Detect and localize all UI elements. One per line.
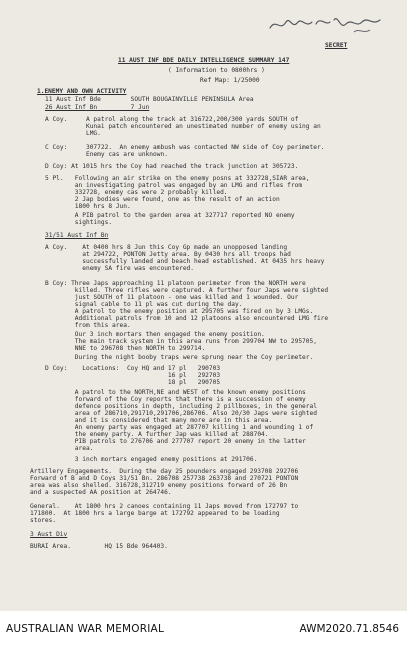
text-line: B Coy: Three Japs approaching 11 platoon perimeter from the NORTH were (45, 280, 306, 287)
text-line: The main track system in this area runs from 299704 NW to 295705, (45, 338, 317, 345)
text-line: stores. (30, 517, 57, 524)
footer-accession-number: AWM2020.71.8546 (299, 623, 399, 635)
classification-label: SECRET (325, 42, 348, 49)
text-line: signal cable to 11 pl was cut during the day. (45, 301, 243, 308)
text-line: A patrol to the NORTH,NE and WEST of the known enemy positions (45, 389, 306, 396)
text-line: sightings. (45, 219, 113, 226)
text-line: enemy SA fire was encountered. (45, 265, 195, 272)
ref-map: Ref Map: 1/25000 (200, 77, 260, 84)
text-line: an investigating patrol was engaged by an LMG and rifles from (45, 182, 303, 189)
text-line: at 294722, PONTON Jetty area. By 0430 hrs all troops had (45, 251, 291, 258)
text-line: C Coy: 307722. An enemy ambush was contacted NW side of Coy perimeter. (45, 144, 325, 151)
text-line: just SOUTH of 11 platoon - one was killed and 1 wounded. Our (45, 294, 299, 301)
text-line: NNE to 296708 then NORTH to 299714. (45, 345, 206, 352)
handwritten-annotation (268, 10, 388, 38)
document-title: 11 AUST INF BDE DAILY INTELLIGENCE SUMMARY 147 (118, 57, 290, 64)
text-line: area of 286710,291710,291706,286706. Also 20/30 Japs were sighted (45, 410, 317, 417)
text-line: During the night booby traps were sprung near the Coy perimeter. (45, 354, 314, 361)
archive-footer (0, 611, 407, 653)
text-line: 16 pl 292703 (45, 372, 221, 379)
text-line: 11 Aust Inf Bde SOUTH BOUGAINVILLE PENINSULA Area (45, 96, 254, 103)
text-line: D Coy: At 1015 hrs the Coy had reached the track junction at 305723. (45, 163, 299, 170)
text-line: 332728, enemy cas were 2 probably killed. (45, 189, 228, 196)
text-line: BURAI Area. HQ 15 Bde 964403. (30, 543, 168, 550)
text-line: from this area. (45, 322, 131, 329)
text-line: 26 Aust Inf Bn 7 Jun (45, 104, 150, 111)
text-line: successfully landed and beach head established. At 0435 hrs heavy (45, 258, 325, 265)
text-line: defence positions in depth, including 2 pillboxes, in the general (45, 403, 317, 410)
text-line: Enemy cas are unknown. (45, 151, 168, 158)
text-line: 3 inch mortars engaged enemy positions at 291706. (45, 456, 258, 463)
text-line: A PIB patrol to the garden area at 327717 reported NO enemy (45, 212, 295, 219)
text-line: A Coy. A patrol along the track at 316722,200/300 yards SOUTH of (45, 116, 299, 123)
text-line: LMG. (45, 130, 101, 137)
text-line: the enemy party. A further Jap was killed at 288704. (45, 431, 269, 438)
text-line: D Coy: Locations: Coy HQ and 17 pl 290703 (45, 365, 221, 372)
text-line: 31/51 Aust Inf Bn (45, 232, 109, 239)
text-line: and a suspected AA position at 264746. (30, 489, 172, 496)
text-line: killed. Three rifles were captured. A further four Japs were sighted (45, 287, 329, 294)
text-line: area. (45, 445, 94, 452)
text-line: General. At 1800 hrs 2 canoes containing 11 Japs moved from 172797 to (30, 503, 299, 510)
text-line: 1.ENEMY AND OWN ACTIVITY (37, 88, 127, 95)
text-line: 1800 hrs 8 Jun. (45, 203, 131, 210)
text-line: A Coy. At 0400 hrs 8 Jun this Coy Gp made an unopposed landing (45, 244, 288, 251)
document-subtitle: ( Information to 0800hrs ) (168, 67, 265, 74)
text-line: 5 Pl. Following an air strike on the enemy posns at 332728,SIAR area, (45, 175, 310, 182)
text-line: and it is considered that many more are in this area. (45, 417, 273, 424)
text-line: Artillery Engagements. During the day 25 pounders engaged 293708 292706 (30, 468, 299, 475)
footer-institution: AUSTRALIAN WAR MEMORIAL (6, 623, 164, 635)
text-line: An enemy party was engaged at 287707 killing 1 and wounding 1 of (45, 424, 314, 431)
text-line: 2 Jap bodies were found, one as the result of an action (45, 196, 280, 203)
text-line: Additional patrols from 10 and 12 platoons also encountered LMG fire (45, 315, 329, 322)
text-line: PIB patrols to 276706 and 277707 report 20 enemy in the latter (45, 438, 306, 445)
text-line: Kunai patch encountered an unestimated number of enemy using an (45, 123, 321, 130)
text-line: forward of the Coy reports that there is a succession of enemy (45, 396, 306, 403)
text-line: Our 3 inch mortars then engaged the enemy position. (45, 331, 265, 338)
text-line: 3 Aust Div (30, 531, 68, 538)
text-line: 171800. At 1800 hrs a large barge at 172792 appeared to be loading (30, 510, 280, 517)
text-line: 18 pl 290705 (45, 379, 221, 386)
text-line: area was also shelled. 316728,312719 enemy positions forward of 26 Bn (30, 482, 288, 489)
text-line: A patrol to the enemy position at 295705 was fired on by 3 LMGs. (45, 308, 314, 315)
text-line: Forward of B and D Coys 31/51 Bn. 286708 257738 263738 and 270721 PONTON (30, 475, 299, 482)
